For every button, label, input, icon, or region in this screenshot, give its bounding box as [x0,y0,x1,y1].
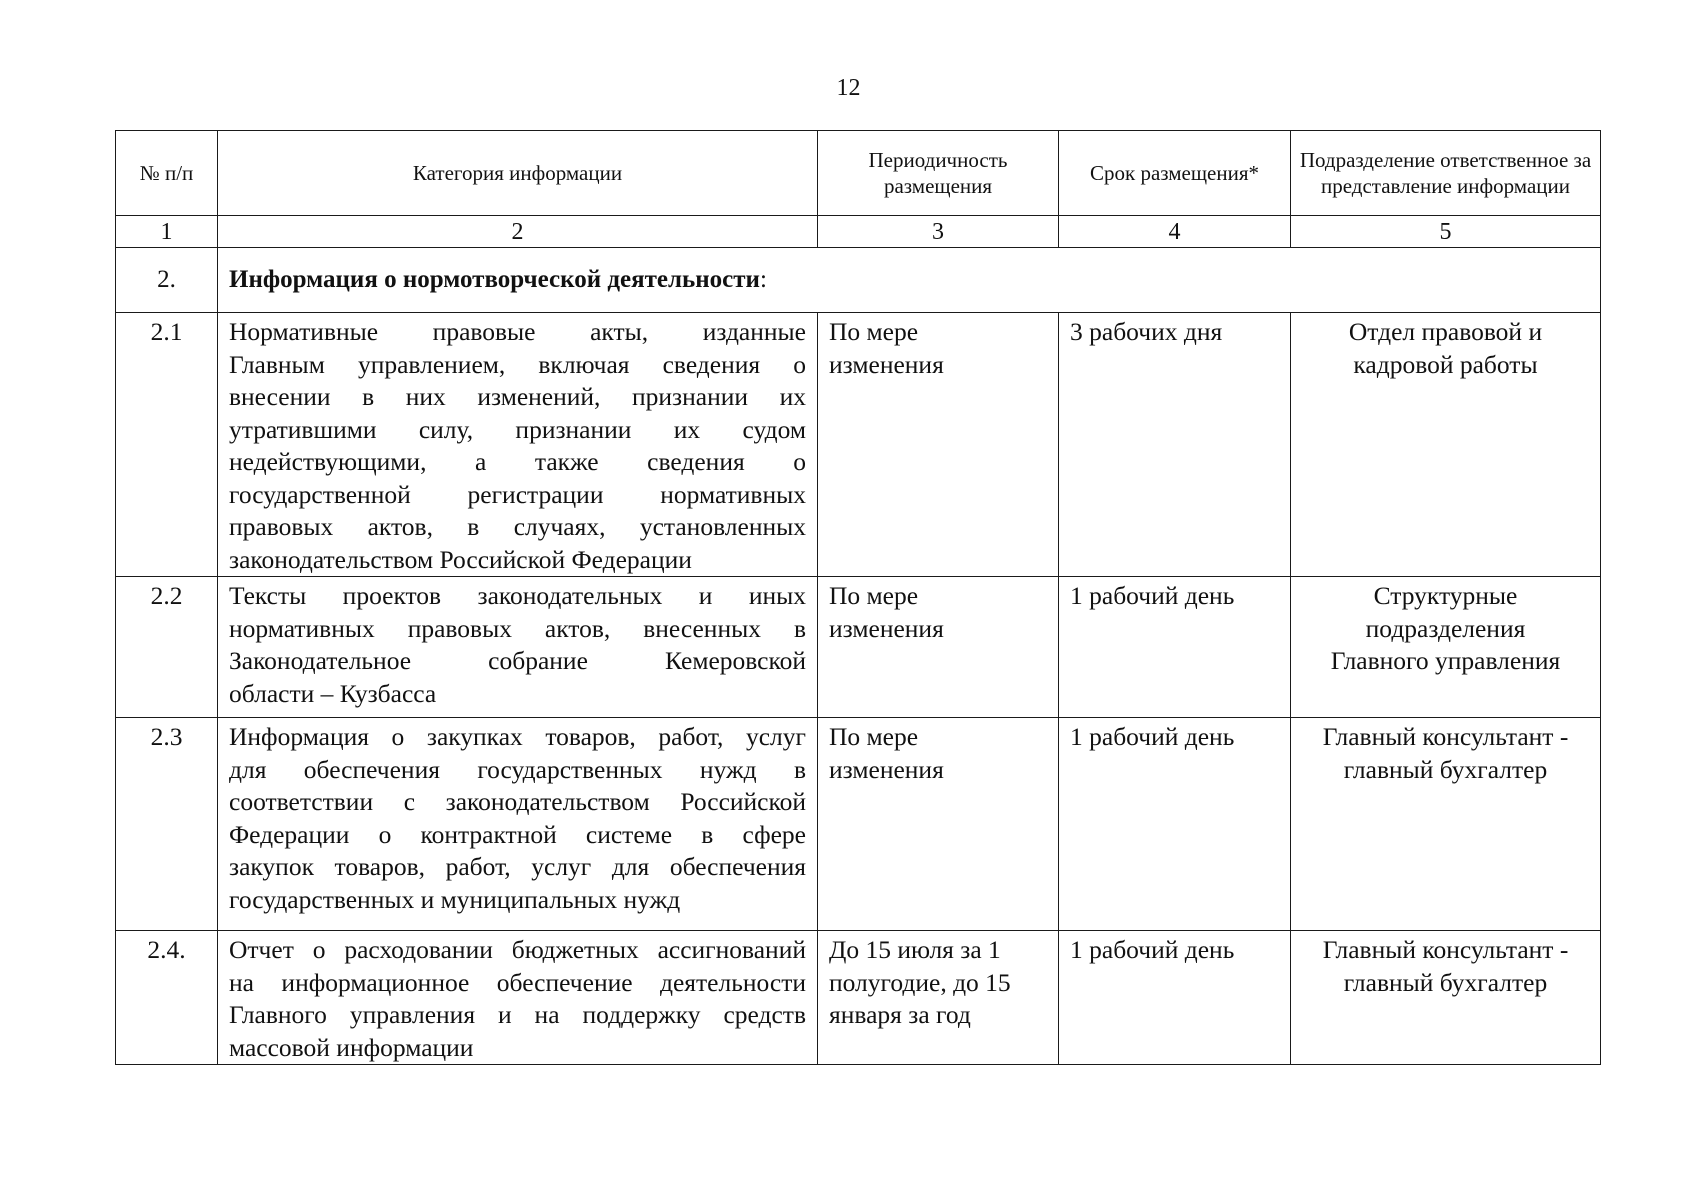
category-line: недействующими, а также сведения о [229,447,806,476]
category-line: Нормативные правовые акты, изданные [229,317,806,346]
column-number: 1 [116,216,218,248]
category-line: массовой информации [229,1032,474,1062]
section-title-suffix: : [759,266,767,293]
periodicity-line: января за год [829,1000,971,1029]
department-line: кадровой работы [1353,349,1538,379]
header-number: № п/п [116,131,218,216]
row-department [1291,718,1601,931]
category-line: Отчет о расходовании бюджетных ассигнований [229,935,806,964]
row-department [1291,577,1601,718]
periodicity-line: По мере [829,581,919,610]
section-title [218,248,1601,313]
section-title-text: Информация о нормотворческой деятельности [229,266,760,293]
header-periodicity: Периодичность размещения [818,131,1059,216]
row-term: 1 рабочий день [1059,931,1291,1065]
category-line: Информация о закупках товаров, работ, услуг [229,722,806,751]
department-line: Главный консультант - [1322,935,1569,964]
row-department [1291,313,1601,577]
department-line: Главного управления [1330,646,1561,675]
periodicity-line: изменения [829,613,944,643]
column-numbers-row [116,216,1601,248]
row-term: 1 рабочий день [1059,718,1291,931]
department-line: подразделения [1365,613,1526,643]
category-line: нормативных правовых актов, внесенных в [229,613,806,643]
department-line: Структурные [1373,581,1518,610]
table-row [116,718,1601,931]
category-line: Федерации о контрактной системе в сфере [229,819,806,849]
row-category [218,718,818,931]
row-periodicity [818,313,1059,577]
periodicity-line: изменения [829,349,944,379]
category-line: соответствии с законодательством Российской [229,787,806,816]
row-periodicity [818,577,1059,718]
row-category [218,931,818,1065]
periodicity-line: До 15 июля за 1 [829,935,1001,964]
row-number: 2.4. [116,931,218,1065]
department-line: Отдел правовой и [1348,317,1543,346]
row-term: 1 рабочий день [1059,577,1291,718]
category-line: государственной регистрации нормативных [229,479,806,509]
category-line: Главным управлением, включая сведения о [229,349,806,379]
category-line: области – Кузбасса [229,678,437,708]
department-line: главный бухгалтер [1343,967,1548,997]
category-line: закупок товаров, работ, услуг для обеспечения [229,852,806,881]
category-line: Законодательное собрание Кемеровской [229,646,806,675]
column-number: 3 [818,216,1059,248]
row-category [218,313,818,577]
periodicity-line: изменения [829,754,944,784]
category-line: на информационное обеспечение деятельности [229,967,806,997]
row-number: 2.2 [116,577,218,718]
header-department: Подразделение ответственное за представление информации [1291,131,1601,216]
table-row [116,577,1601,718]
section-number: 2. [116,248,218,313]
periodicity-line: полугодие, до 15 [829,967,1011,997]
category-line: утратившими силу, признании их судом [229,414,806,444]
table-row [116,931,1601,1065]
periodicity-line: По мере [829,317,919,346]
row-periodicity [818,931,1059,1065]
column-number: 2 [218,216,818,248]
department-line: главный бухгалтер [1343,754,1548,784]
column-number: 5 [1291,216,1601,248]
row-category [218,577,818,718]
category-line: Тексты проектов законодательных и иных [229,581,806,610]
row-number: 2.3 [116,718,218,931]
category-line: законодательством Российской Федерации [229,544,692,574]
periodicity-line: По мере [829,722,919,751]
table-header-row [116,131,1601,216]
information-table [115,130,1601,1065]
page-number: 12 [836,75,861,101]
section-row [116,248,1601,313]
row-number: 2.1 [116,313,218,577]
category-line: государственных и муниципальных нужд [229,884,681,914]
department-line: Главный консультант - [1322,722,1569,751]
row-department [1291,931,1601,1065]
column-number: 4 [1059,216,1291,248]
row-periodicity [818,718,1059,931]
header-term: Срок размещения* [1059,131,1291,216]
table-row [116,313,1601,577]
category-line: для обеспечения государственных нужд в [229,754,806,784]
header-category: Категория информации [218,131,818,216]
category-line: Главного управления и на поддержку средств [229,1000,806,1029]
category-line: правовых актов, в случаях, установленных [229,512,806,541]
row-term: 3 рабочих дня [1059,313,1291,577]
category-line: внесении в них изменений, признании их [229,382,806,411]
